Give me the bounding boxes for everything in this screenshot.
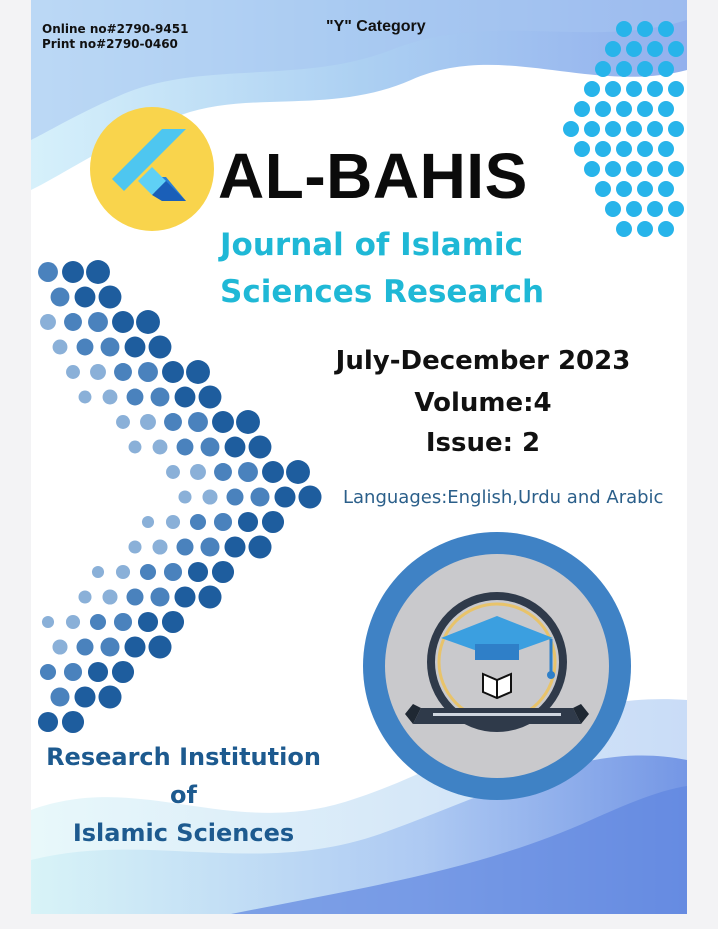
decorative-dot <box>286 460 310 484</box>
decorative-dot <box>101 338 120 357</box>
decorative-dot <box>178 490 191 503</box>
institution-name <box>31 738 336 852</box>
decorative-dot <box>658 101 674 117</box>
decorative-dot <box>79 391 92 404</box>
decorative-dot <box>202 489 217 504</box>
decorative-dot <box>225 437 246 458</box>
decorative-dot <box>637 61 653 77</box>
decorative-dot <box>200 537 219 556</box>
issue-number: Issue: 2 <box>425 428 541 458</box>
online-issn: Online no#2790-9451 <box>42 22 189 36</box>
decorative-dot <box>190 514 206 530</box>
decorative-dot <box>626 81 642 97</box>
decorative-dot <box>668 81 684 97</box>
decorative-dot <box>595 181 611 197</box>
decorative-dot <box>140 414 156 430</box>
decorative-dot <box>605 201 621 217</box>
decorative-dot <box>88 312 108 332</box>
decorative-dot <box>616 181 632 197</box>
decorative-dot <box>136 310 160 334</box>
decorative-dot <box>595 61 611 77</box>
decorative-dot <box>174 586 195 607</box>
decorative-dot <box>148 635 171 658</box>
decorative-dot <box>250 487 269 506</box>
decorative-dot <box>574 141 590 157</box>
institution-line-2: Islamic Sciences <box>72 819 295 847</box>
issue-volume: Volume:4 <box>414 388 552 418</box>
decorative-dot <box>100 637 119 656</box>
flutter-logo-icon <box>90 107 214 231</box>
decorative-dot <box>199 386 222 409</box>
decorative-dot <box>584 81 600 97</box>
decorative-dot <box>224 536 245 557</box>
decorative-dot <box>658 221 674 237</box>
decorative-dot <box>658 181 674 197</box>
decorative-dot <box>647 81 663 97</box>
decorative-dot <box>186 360 210 384</box>
decorative-dot <box>138 362 158 382</box>
decorative-dot <box>248 535 271 558</box>
decorative-dot <box>64 663 82 681</box>
decorative-dot <box>162 361 184 383</box>
decorative-dot <box>177 439 194 456</box>
decorative-dot <box>584 161 600 177</box>
graduation-cap-book-emblem-icon <box>363 532 631 800</box>
decorative-dot <box>616 61 632 77</box>
decorative-dot <box>637 141 653 157</box>
decorative-dot <box>595 101 611 117</box>
decorative-dot <box>62 261 84 283</box>
decorative-dot <box>188 562 208 582</box>
decorative-dot <box>668 41 684 57</box>
decorative-dot <box>188 412 208 432</box>
decorative-dot <box>128 540 141 553</box>
decorative-dot <box>75 287 96 308</box>
decorative-dot <box>74 686 95 707</box>
decorative-dot <box>140 564 156 580</box>
decorative-dot <box>116 415 130 429</box>
decorative-dot <box>51 288 70 307</box>
decorative-dot <box>66 365 80 379</box>
decorative-dot <box>616 21 632 37</box>
decorative-dot <box>138 612 158 632</box>
decorative-dot <box>62 711 84 733</box>
decorative-dot <box>616 101 632 117</box>
decorative-dot <box>605 81 621 97</box>
decorative-dot <box>668 161 684 177</box>
decorative-dot <box>249 436 272 459</box>
journal-cover <box>31 0 687 914</box>
category-label: "Y" Category <box>326 18 426 35</box>
decorative-dot <box>212 561 234 583</box>
decorative-dot <box>162 611 184 633</box>
decorative-dot <box>114 363 132 381</box>
decorative-dot <box>238 512 258 532</box>
decorative-dot <box>637 21 653 37</box>
print-issn: Print no#2790-0460 <box>42 37 178 51</box>
issue-period: July-December 2023 <box>335 346 631 376</box>
decorative-dot <box>214 463 232 481</box>
decorative-dot <box>116 565 130 579</box>
decorative-dot <box>262 461 284 483</box>
decorative-dot <box>616 141 632 157</box>
decorative-dot <box>658 21 674 37</box>
subtitle-line-2: Sciences Research <box>220 274 545 310</box>
decorative-dot <box>126 588 143 605</box>
decorative-dot <box>626 121 642 137</box>
decorative-dot <box>605 161 621 177</box>
decorative-dot <box>125 337 146 358</box>
decorative-dot <box>175 387 196 408</box>
decorative-dot <box>112 311 134 333</box>
decorative-dot <box>90 364 106 380</box>
languages-line: Languages:English,Urdu and Arabic <box>343 487 664 508</box>
decorative-dot <box>212 411 234 433</box>
decorative-dot <box>647 41 663 57</box>
decorative-dot <box>99 286 122 309</box>
decorative-dot <box>647 201 663 217</box>
decorative-dot <box>298 485 321 508</box>
decorative-dot <box>114 613 132 631</box>
decorative-dot <box>176 538 193 555</box>
decorative-dot <box>626 41 642 57</box>
decorative-dot <box>52 639 67 654</box>
decorative-dot <box>50 687 69 706</box>
decorative-dot <box>77 339 94 356</box>
journal-title: AL-BAHIS <box>218 140 528 212</box>
decorative-dot <box>88 662 108 682</box>
decorative-dot <box>658 61 674 77</box>
decorative-dot <box>262 511 284 533</box>
decorative-dot <box>563 121 579 137</box>
decorative-dot <box>42 616 54 628</box>
decorative-dot <box>112 661 134 683</box>
decorative-dot <box>53 340 68 355</box>
decorative-dot <box>103 390 118 405</box>
decorative-dot <box>637 221 653 237</box>
decorative-dot <box>574 101 590 117</box>
decorative-dot <box>584 121 600 137</box>
decorative-dot <box>626 161 642 177</box>
decorative-dot <box>38 262 58 282</box>
decorative-dot <box>92 566 104 578</box>
decorative-dot <box>616 221 632 237</box>
decorative-dot <box>668 201 684 217</box>
decorative-dot <box>595 141 611 157</box>
decorative-dot <box>164 563 182 581</box>
decorative-dot <box>124 636 145 657</box>
subtitle-line-1: Journal of Islamic <box>220 227 524 263</box>
decorative-dot <box>149 336 172 359</box>
decorative-dot <box>40 314 56 330</box>
decorative-dot <box>166 465 180 479</box>
decorative-dot <box>201 438 220 457</box>
decorative-dot <box>668 121 684 137</box>
decorative-dot <box>637 101 653 117</box>
decorative-dot <box>129 441 142 454</box>
decorative-dot <box>151 388 170 407</box>
decorative-dot <box>127 389 144 406</box>
decorative-dot <box>98 685 121 708</box>
decorative-dot <box>626 201 642 217</box>
decorative-dot <box>198 585 221 608</box>
decorative-dot <box>64 313 82 331</box>
decorative-dot <box>637 181 653 197</box>
decorative-dot <box>214 513 232 531</box>
journal-subtitle <box>220 222 544 316</box>
decorative-dot <box>658 141 674 157</box>
decorative-dot <box>647 121 663 137</box>
decorative-dot <box>238 462 258 482</box>
decorative-dot <box>76 638 93 655</box>
decorative-dot <box>38 712 58 732</box>
decorative-dot <box>152 539 167 554</box>
decorative-dot <box>226 488 243 505</box>
decorative-dot <box>40 664 56 680</box>
institution-line-1: Research Institution of <box>46 743 321 809</box>
decorative-dot <box>153 440 168 455</box>
decorative-dot <box>274 486 295 507</box>
decorative-dot <box>150 587 169 606</box>
decorative-dot <box>605 121 621 137</box>
decorative-dot <box>190 464 206 480</box>
decorative-dot <box>647 161 663 177</box>
decorative-dot <box>78 590 91 603</box>
decorative-dot <box>605 41 621 57</box>
decorative-dot <box>166 515 180 529</box>
decorative-dot <box>90 614 106 630</box>
decorative-dot <box>236 410 260 434</box>
decorative-dot <box>142 516 154 528</box>
decorative-dot <box>164 413 182 431</box>
decorative-dot <box>86 260 110 284</box>
decorative-dot <box>102 589 117 604</box>
decorative-dot <box>66 615 80 629</box>
